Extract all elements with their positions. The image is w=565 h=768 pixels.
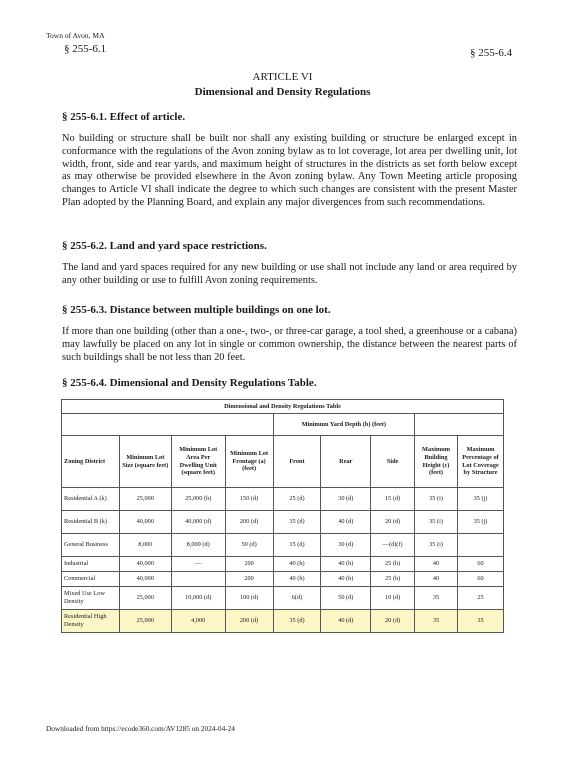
table-cell: 15 (d) xyxy=(371,488,415,511)
table-cell: 30 (d) xyxy=(321,534,371,557)
table-cell xyxy=(458,534,504,557)
table-cell: 200 xyxy=(225,572,273,587)
table-cell: 25,000 (b) xyxy=(171,488,225,511)
table-cell: 35 (d) xyxy=(273,511,321,534)
header-spacer-right xyxy=(415,414,504,436)
table-cell: 150 (d) xyxy=(225,488,273,511)
section-heading-6-4: § 255-6.4. Dimensional and Density Regulations Table. xyxy=(62,377,317,389)
table-cell: General Business xyxy=(62,534,120,557)
table-cell: 35 xyxy=(458,610,504,633)
table-cell: 200 (d) xyxy=(225,511,273,534)
column-header-side: Side xyxy=(371,436,415,488)
table-cell: 25 (h) xyxy=(371,572,415,587)
table-cell: 35 xyxy=(415,610,458,633)
table-cell: 25 (h) xyxy=(371,557,415,572)
table-cell: 60 xyxy=(458,557,504,572)
table-row xyxy=(62,587,504,610)
table-cell: 20 (d) xyxy=(371,511,415,534)
column-header-height: Maximum Building Height (c) (feet) xyxy=(415,436,458,488)
download-footer: Downloaded from https://ecode360.com/AV1285 on 2024-04-24 xyxy=(46,724,235,733)
table-cell xyxy=(171,572,225,587)
table-cell: 40 xyxy=(415,572,458,587)
table-title: Dimensional and Density Regulations Table xyxy=(62,400,504,414)
table-cell: 4,000 xyxy=(171,610,225,633)
table-row xyxy=(62,534,504,557)
section-text-6-3: If more than one building (other than a one-, two-, or three-car garage, a tool shed, a greenhouse or a cabana) may lawfully be placed on any lot in single or common ownership, the distance between the nearest parts of such buildings shall be not less than 20 feet. xyxy=(62,326,517,363)
table-cell: 15 (d) xyxy=(273,534,321,557)
article-subtitle: Dimensional and Density Regulations xyxy=(194,86,371,98)
table-cell: —(d)(f) xyxy=(371,534,415,557)
section-ref-right: § 255-6.4 xyxy=(470,47,513,59)
column-header-lot-size: Minimum Lot Size (square feet) xyxy=(119,436,171,488)
table-cell: 25,000 xyxy=(119,587,171,610)
table-cell: 35 (i) xyxy=(415,488,458,511)
table-cell: Mixed Use Low Density xyxy=(62,587,120,610)
table-cell: 6(d) xyxy=(273,587,321,610)
table-cell: 25,000 xyxy=(119,488,171,511)
section-text-6-2: The land and yard spaces required for any new building or use shall not include any land or area required by any other building or use to fulfill Avon zoning requirements. xyxy=(62,262,517,286)
table-cell: 35 (d) xyxy=(273,610,321,633)
section-ref-left: § 255-6.1 xyxy=(64,43,107,55)
table-cell: 40 (h) xyxy=(321,572,371,587)
table-cell: 40 (d) xyxy=(321,511,371,534)
table-cell: — xyxy=(171,557,225,572)
table-cell: 40 xyxy=(415,557,458,572)
table-cell: 35 (i) xyxy=(415,534,458,557)
table-cell: Residential High Density xyxy=(62,610,120,633)
table-cell: 25 xyxy=(458,587,504,610)
table-cell: 40,000 xyxy=(119,511,171,534)
dimensional-regulations-table xyxy=(61,399,504,633)
table-cell: 35 xyxy=(415,587,458,610)
table-cell: 50 (d) xyxy=(225,534,273,557)
table-row xyxy=(62,511,504,534)
section-heading-6-2: § 255-6.2. Land and yard space restrictions. xyxy=(62,240,267,252)
table-cell: Residential B (k) xyxy=(62,511,120,534)
table-cell: 8,000 (d) xyxy=(171,534,225,557)
table-cell: 40,000 xyxy=(119,572,171,587)
table-cell: 10,000 (d) xyxy=(171,587,225,610)
table-cell: 35 (j) xyxy=(458,488,504,511)
yard-depth-group-header: Minimum Yard Depth (b) (feet) xyxy=(273,414,415,436)
table-cell: 35 (j) xyxy=(458,511,504,534)
table-row xyxy=(62,572,504,587)
table-cell: 20 (d) xyxy=(371,610,415,633)
table-cell: 200 (d) xyxy=(225,610,273,633)
table-cell: 200 xyxy=(225,557,273,572)
table-cell: Residential A (k) xyxy=(62,488,120,511)
column-header-district: Zoning District xyxy=(62,436,120,488)
town-name: Town of Avon, MA xyxy=(46,31,105,40)
table-cell: 35 (i) xyxy=(415,511,458,534)
table-cell: Commercial xyxy=(62,572,120,587)
table-cell: Industrial xyxy=(62,557,120,572)
column-header-front: Front xyxy=(273,436,321,488)
table-cell: 25 (d) xyxy=(273,488,321,511)
column-header-rear: Rear xyxy=(321,436,371,488)
table-cell: 30 (d) xyxy=(321,488,371,511)
table-cell: 40 (d) xyxy=(321,610,371,633)
table-cell: 40 (h) xyxy=(273,557,321,572)
section-heading-6-3: § 255-6.3. Distance between multiple buildings on one lot. xyxy=(62,304,331,316)
table-cell: 60 xyxy=(458,572,504,587)
table-cell: 40,000 xyxy=(119,557,171,572)
table-row xyxy=(62,557,504,572)
table-cell: 50 (d) xyxy=(321,587,371,610)
section-heading-6-1: § 255-6.1. Effect of article. xyxy=(62,111,186,123)
table-cell: 8,000 xyxy=(119,534,171,557)
table-cell: 40,000 (d) xyxy=(171,511,225,534)
table-cell: 10 (d) xyxy=(371,587,415,610)
article-title: ARTICLE VI xyxy=(252,71,313,83)
column-header-coverage: Maximum Percentage of Lot Coverage by Structure xyxy=(458,436,504,488)
column-header-frontage: Minimum Lot Frontage (a) (feet) xyxy=(225,436,273,488)
section-text-6-1: No building or structure shall be built nor shall any existing building or structure be enlarged except in conformance with the regulations of the Avon zoning bylaw as to lot coverage, lot area per dwelling unit, lot width, front, side and rear yards, and maximum height of structures in the districts as set forth below except as may otherwise be provided elsewhere in the Avon zoning bylaw. Any Town Meeting article proposing changes to Article VI shall indicate the degree to which such changes are consistent with the present Master Plan adopted by the Planning Board, and explain any major divergences from such recommendations. xyxy=(62,133,517,208)
table-row-highlighted xyxy=(62,610,504,633)
table-cell: 40 (h) xyxy=(273,572,321,587)
table-row xyxy=(62,488,504,511)
table-cell: 25,000 xyxy=(119,610,171,633)
header-spacer xyxy=(62,414,274,436)
table-cell: 40 (h) xyxy=(321,557,371,572)
table-cell: 100 (d) xyxy=(225,587,273,610)
column-header-lot-area: Minimum Lot Area Per Dwelling Unit (square feet) xyxy=(171,436,225,488)
